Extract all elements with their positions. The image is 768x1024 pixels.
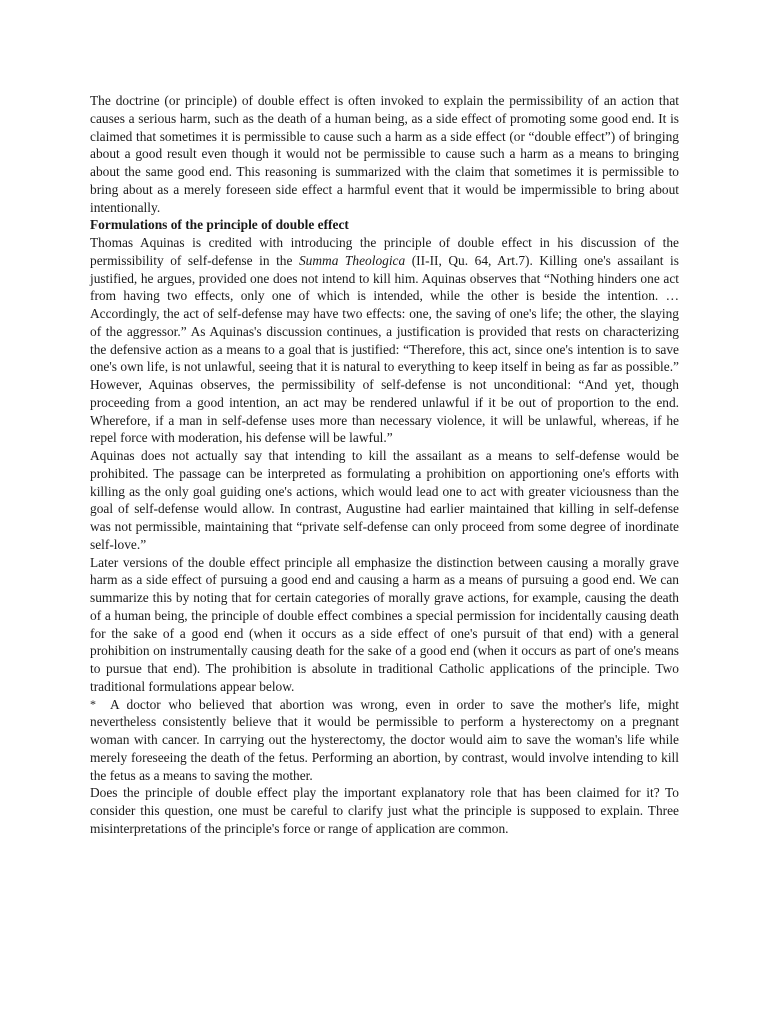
section-heading: Formulations of the principle of double effect <box>90 217 349 233</box>
summa-theologica-title: Summa Theologica <box>298 252 406 268</box>
paragraph-doctor-text: A doctor who believed that abortion was wrong, even in order to save the mother's life, might nevertheless consistently believe that it would be permissible to perform a hysterectomy on a pregnant woman with cancer. In carrying out the hysterectomy, the doctor would aim to save the woman's life while merely foreseeing the death of the fetus. Performing an abortion, by contrast, would involve intending to kill the fetus as a means to saving the mother. <box>90 696 679 783</box>
paragraph-later-versions: Later versions of the double effect principle all emphasize the distinction between causing a morally grave harm as a side effect of pursuing a good end and causing a harm as a means of pursuing a good end. We can summarize this by noting that for certain categories of morally grave actions, for example, causing the death of a human being, the principle of double effect combines a special permission for incidentally causing death for the sake of a good end (when it occurs as a side effect of one's pursuit of that end) with a general prohibition on instrumentally causing death for the sake of a good end (when it occurs as part of one's means to pursue that end). The prohibition is absolute in traditional Catholic applications of the principle. Two traditional formulations appear below. <box>90 554 679 694</box>
paragraph-explanatory-role: Does the principle of double effect play the important explanatory role that has been claimed for it? To consider this question, one must be careful to clarify just what the principle is supposed to explain. Three misinterpretations of the principle's force or range of application are common. <box>90 785 679 836</box>
paragraph-doctor-example <box>90 696 679 785</box>
paragraph-aquinas-rest: (II-II, Qu. 64, Art.7). Killing one's assailant is justified, he argues, provided one does not intend to kill him. Aquinas observes that “Nothing hinders one act from having two effects, only one of which is intended, while the other is beside the intention. … Accordingly, the act of self-defense may have two effects: one, the saving of one's life; the other, the slaying of the aggressor.” As Aquinas's discussion continues, a justification is provided that rests on characterizing the defensive action as a means to a goal that is justified: “Therefore, this act, since one's intention is to save one's own life, is not unlawful, seeing that it is natural to everything to keep itself in being as far as possible.” However, Aquinas observes, the permissibility of self-defense is not unconditional: “And yet, though proceeding from a good intention, an act may be rendered unlawful if it be out of proportion to the end. Wherefore, if a man in self-defense uses more than necessary violence, it will be unlawful, whereas, if he repel force with moderation, his defense will be lawful.” <box>90 252 679 446</box>
bullet-marker: * <box>90 696 96 711</box>
paragraph-aquinas-start: Thomas Aquinas is credited with introducing the principle of double effect in his discussion of the permissibility of self-defense in the <box>90 235 679 268</box>
paragraph-aquinas <box>90 234 679 447</box>
paragraph-intro: The doctrine (or principle) of double effect is often invoked to explain the permissibility of an action that causes a serious harm, such as the death of a human being, as a side effect of promoting some good end. It is claimed that sometimes it is permissible to cause such a harm as a side effect (or “double effect”) of bringing about a good result even though it would not be permissible to cause such a harm as a means to bringing about the same good end. This reasoning is summarized with the claim that sometimes it is permissible to bring about as a merely foreseen side effect a harmful event that it would be impermissible to bring about intentionally. <box>90 93 679 215</box>
document-body <box>90 92 679 838</box>
paragraph-augustine: Aquinas does not actually say that intending to kill the assailant as a means to self-defense would be prohibited. The passage can be interpreted as formulating a prohibition on apportioning one's efforts with killing as the only goal guiding one's actions, which would lead one to act with greater viciousness than the goal of self-defense would allow. In contrast, Augustine had earlier maintained that killing in self-defense was not permissible, maintaining that “private self-defense can only proceed from some degree of inordinate self-love.” <box>90 448 679 552</box>
